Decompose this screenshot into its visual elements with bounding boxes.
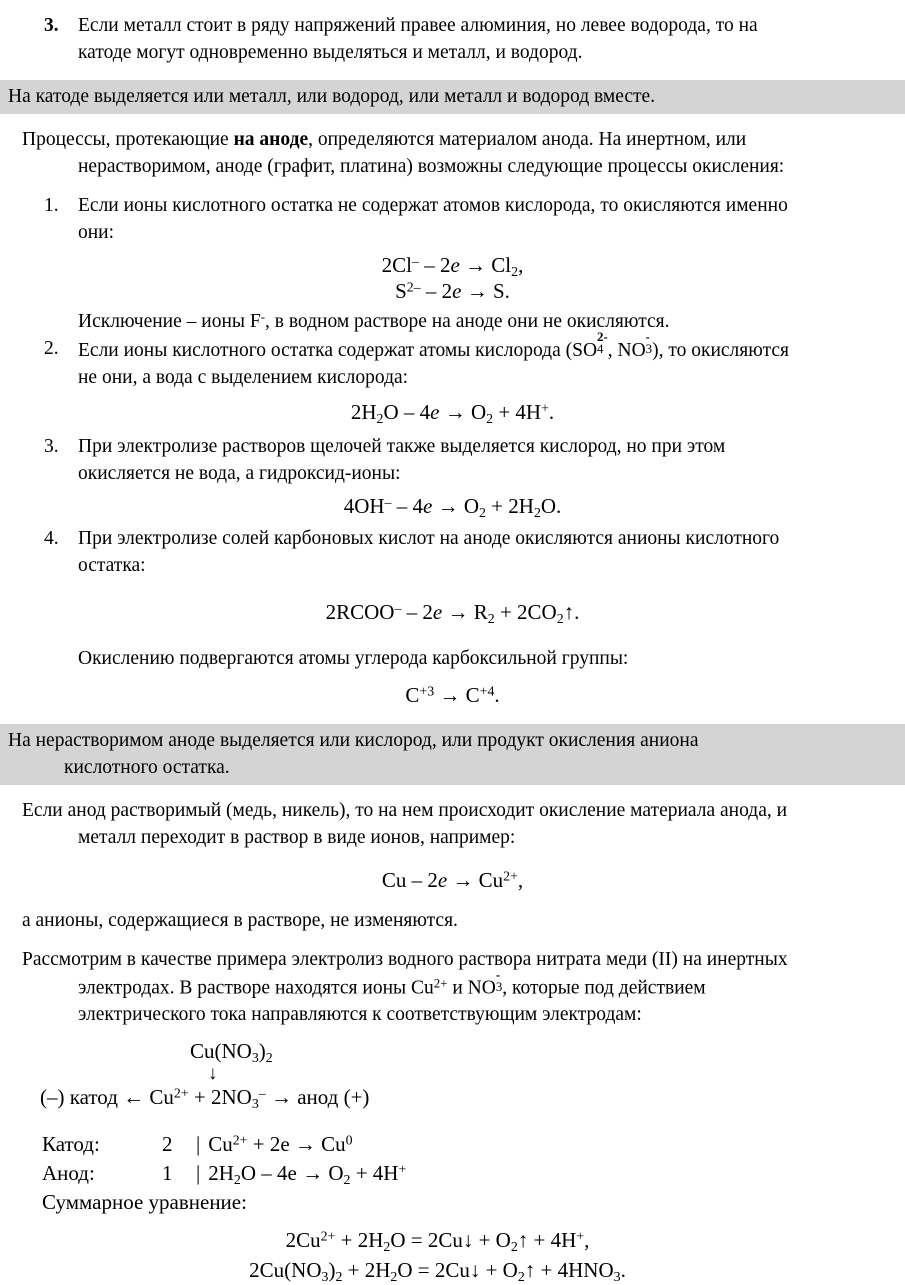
equation-copper-dissolution: $Cu - 2e \to Cu^{2+}$, <box>381 867 524 892</box>
list-item-number: 1. <box>44 195 59 216</box>
list-item-line-1: Если ионы кислотного остатка содержат атомы кислорода (SO 2- 4 , NO - 3 ), то окисляются <box>78 330 789 361</box>
equation-kolbe-oxidation: 2RCOO– – $2e \to R_2$ + $2CO_2↑$. <box>325 599 580 626</box>
spacer <box>0 934 905 946</box>
scheme-ions-line: (–) катод ← $Cu^{2+} + 2NO_3^-$ → анод (+) <box>40 1085 370 1112</box>
spacer <box>0 708 905 724</box>
list-item-line-2: они: <box>78 222 115 243</box>
spacer <box>0 1028 905 1038</box>
callout-line-2: кислотного остатка. <box>64 756 230 778</box>
example-line-1: Рассмотрим в качестве примера электролиз водного раствора нитрата меди (II) на инертных <box>22 948 788 970</box>
summary-equation-molecular: $2Cu(NO_3)_2 + 2H_2O$ = 2Cu↓ + $O_2↑ + 4HNO_3$. <box>249 1258 626 1285</box>
anode-label: Анод: <box>42 1161 95 1186</box>
list-item-line-1: При электролизе растворов щелочей также выделяется кислород, но при этом <box>78 435 726 457</box>
list-item-line-2: не они, а вода с выделением кислорода: <box>78 366 409 388</box>
example-line-3: электрического тока направляются к соответствующим электродам: <box>78 1004 642 1026</box>
note-carboxyl-oxidation <box>0 645 905 672</box>
spacer <box>0 851 905 867</box>
list-item-anode-4 <box>0 525 905 579</box>
list-item-number: 3. <box>44 435 59 457</box>
spacer <box>0 1217 905 1225</box>
list-item-anode-1 <box>0 192 905 246</box>
summary-equation-label <box>0 1188 905 1217</box>
spacer <box>0 785 905 797</box>
list-item-line-2: окисляется не вода, а гидроксид-ионы: <box>78 462 401 484</box>
spacer <box>0 66 905 80</box>
list-item-anode-3 <box>0 433 905 487</box>
list-item-number: 2. <box>44 338 59 359</box>
summary-equation-ionic: $2Cu^{2+} + 2H_2O$ = 2Cu↓ + $O_2↑ + 4H^+$, <box>285 1228 590 1255</box>
half-reaction-cathode: Катод: 2 | $Cu^{2+} + 2e \to Cu^0$ <box>0 1130 905 1159</box>
list-item-line-1: Если металл стоит в ряду напряжений правее алюминия, но левее водорода, то на <box>78 15 758 36</box>
spacer <box>0 180 905 192</box>
list-item-line-2: остатка: <box>78 554 146 576</box>
equation-carbon-oxidation-state: $C^{+3} \to C^{+4}$. <box>405 682 500 707</box>
note-fluoride-exception <box>0 308 905 335</box>
soluble-anode-line-1: Если анод растворимый (медь, никель), то на нем происходит окисление материала анода, и <box>22 799 788 821</box>
spacer <box>0 425 905 433</box>
down-arrow-icon: ↓ <box>208 1063 218 1085</box>
cathode-label: Катод: <box>42 1132 100 1157</box>
list-item-anode-2 <box>0 330 905 391</box>
list-item-line-1: При электролизе солей карбоновых кислот на аноде окисляются анионы кислотного <box>78 527 780 549</box>
spacer <box>0 0 905 12</box>
anode-intro-part-1: Процессы, протекающие <box>22 129 234 150</box>
callout-anode-conclusion <box>0 724 905 785</box>
spacer <box>0 625 905 645</box>
list-item-line-1: Если ионы кислотного остатка не содержат атомов кислорода, то окисляются именно <box>78 195 788 216</box>
spacer <box>0 1110 905 1130</box>
soluble-anode-line-2: металл переходит в раствор в виде ионов, например: <box>78 826 516 848</box>
callout-line-1: На нерастворимом аноде выделяется или кислород, или продукт окисления аниона <box>8 729 699 751</box>
paragraph-soluble-anode <box>0 797 905 851</box>
equation-sulfide-oxidation: $S^{2-} - 2e \to S$. <box>395 279 510 303</box>
callout-text: На катоде выделяется или металл, или водород, или металл и водород вместе. <box>8 86 656 107</box>
anode-coefficient: 1 <box>162 1161 173 1186</box>
list-item-number: 4. <box>44 527 59 549</box>
equation-water-oxidation: $2H_2O - 4e \to O_2 + 4H^+$. <box>350 399 555 426</box>
summary-label-text: Суммарное уравнение: <box>42 1190 247 1215</box>
spacer <box>0 391 905 399</box>
callout-cathode-conclusion <box>0 80 905 114</box>
note-text: Окислению подвергаются атомы углерода карбоксильной группы: <box>78 647 629 669</box>
scheme-salt-formula: $Cu(NO_3)_2$ <box>190 1039 273 1066</box>
vertical-bar-icon: | <box>196 1161 201 1186</box>
spacer <box>0 579 905 599</box>
vertical-bar-icon: | <box>196 1132 201 1157</box>
electrolysis-scheme <box>0 1038 905 1110</box>
anode-intro-line-2: нерастворимом, аноде (графит, платина) возможны следующие процессы окисления: <box>78 156 785 177</box>
spacer <box>0 893 905 907</box>
anode-intro-part-2: , определяются материалом анода. На инертном, или <box>308 129 747 150</box>
list-item-line-2: катоде могут одновременно выделяться и металл, и водород. <box>78 42 583 63</box>
spacer <box>0 672 905 682</box>
spacer <box>0 114 905 126</box>
anode-intro-bold: на аноде <box>233 129 309 150</box>
example-line-2: электродах. В растворе находятся ионы $Cu^{2+}$ и NO - 3 , которые под действием <box>78 967 706 999</box>
half-reaction-anode: Анод: 1 | $2H_2O - 4e \to O_2 + 4H^+$ <box>42 1161 407 1188</box>
equation-chloride-oxidation: $2Cl^- - 2e \to Cl_2$, <box>381 253 524 279</box>
paragraph-anode-intro <box>0 126 905 180</box>
list-item-number: 3. <box>44 15 59 36</box>
anions-text: а анионы, содержащиеся в растворе, не изменяются. <box>22 909 458 931</box>
list-item-cathode-rule-3 <box>0 12 905 66</box>
paragraph-example-intro <box>0 946 905 1029</box>
note-text: Исключение – ионы F-, в водном растворе на аноде они не окисляются. <box>78 309 670 332</box>
equation-hydroxide-oxidation: $4OH^- - 4e \to O_2 + 2H_2O$. <box>343 493 562 520</box>
cathode-coefficient: 2 <box>162 1132 173 1157</box>
paragraph-anions-unchanged <box>0 907 905 934</box>
